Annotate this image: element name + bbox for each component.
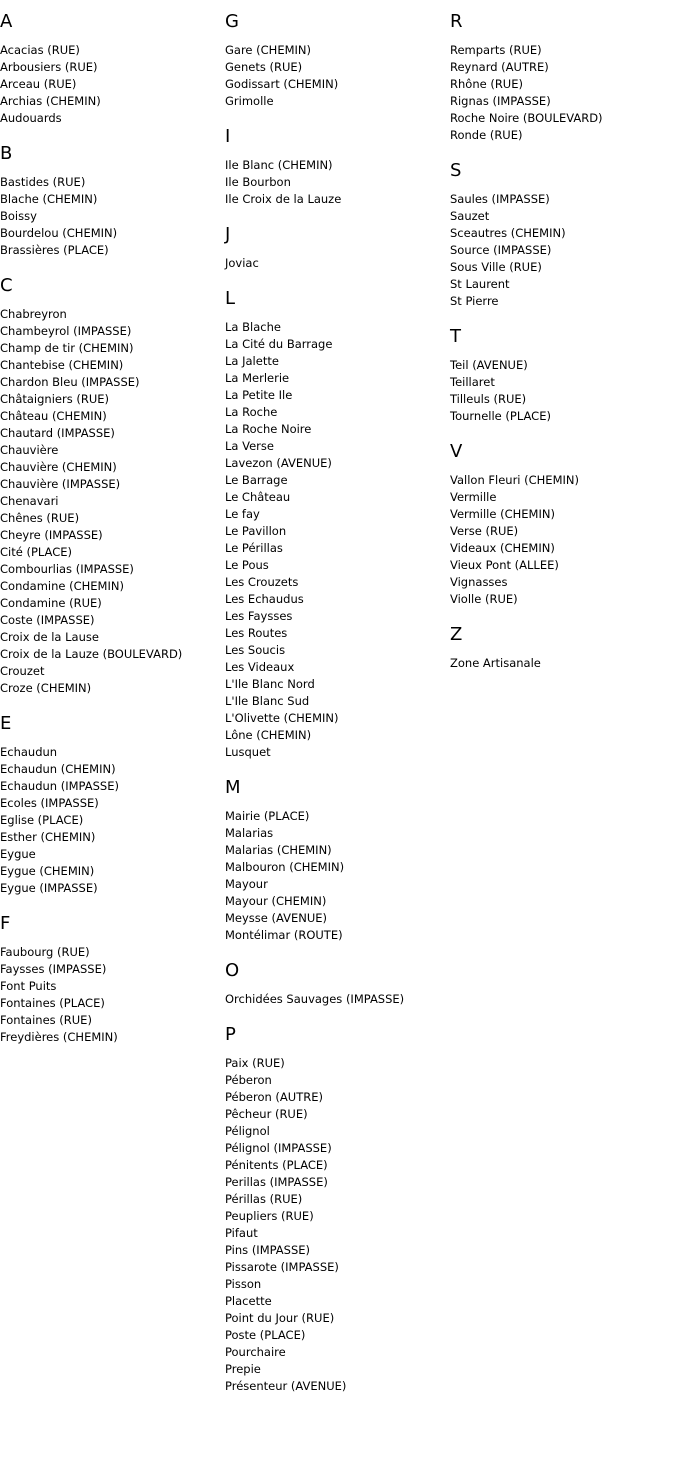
street-list [0,944,225,1046]
street-name: Echaudun [0,745,58,759]
street-list [225,42,450,110]
street-name: Acacias (RUE) [0,43,80,57]
section-letter-heading: C [0,275,13,296]
section-letter-heading: Z [450,624,463,645]
street-list [225,319,450,761]
street-name: Les Routes [225,626,288,640]
street-name: Genets (RUE) [225,60,303,74]
street-name: Chauvière (IMPASSE) [0,477,121,491]
street-name: Chantebise (CHEMIN) [0,358,124,372]
street-list [0,306,225,697]
street-name: Pourchaire [225,1345,286,1359]
street-name: Les Crouzets [225,575,299,589]
letter-section [225,1024,450,1395]
street-name: Faysses (IMPASSE) [0,962,107,976]
street-name: Ile Croix de la Lauze [225,192,342,206]
street-name: Prepie [225,1362,261,1376]
section-letter-heading: F [0,913,11,934]
street-name: Bastides (RUE) [0,175,86,189]
street-name: Malarias [225,826,274,840]
street-name: La Cité du Barrage [225,337,333,351]
street-name: Chardon Bleu (IMPASSE) [0,375,140,389]
street-name: La Jalette [225,354,279,368]
letter-section [450,11,675,144]
street-name: La Roche Noire [225,422,312,436]
section-letter-heading: M [225,777,241,798]
street-name: Esther (CHEMIN) [0,830,96,844]
street-name: Coste (IMPASSE) [0,613,95,627]
letter-section [225,11,450,110]
street-name: Rhône (RUE) [450,77,523,91]
street-name: Pêcheur (RUE) [225,1107,308,1121]
street-name: Cheyre (IMPASSE) [0,528,103,542]
street-name: Pins (IMPASSE) [225,1243,311,1257]
street-name: Mairie (PLACE) [225,809,310,823]
street-name: L'Olivette (CHEMIN) [225,711,339,725]
street-name: Peupliers (RUE) [225,1209,314,1223]
street-name: Montélimar (ROUTE) [225,928,343,942]
letter-section [450,441,675,608]
letter-section [225,960,450,1008]
street-name: Sous Ville (RUE) [450,260,542,274]
street-name: Saules (IMPASSE) [450,192,550,206]
street-name: Zone Artisanale [450,656,541,670]
street-name: Péberon (AUTRE) [225,1090,323,1104]
street-name: Château (CHEMIN) [0,409,107,423]
street-name: Font Puits [0,979,57,993]
street-name: Présenteur (AVENUE) [225,1379,347,1393]
street-list [450,42,675,144]
street-name: Perillas (IMPASSE) [225,1175,328,1189]
street-name: Le Pavillon [225,524,287,538]
street-name: Malbouron (CHEMIN) [225,860,345,874]
street-name: Fontaines (PLACE) [0,996,105,1010]
street-name: Ecoles (IMPASSE) [0,796,99,810]
letter-section [0,143,225,259]
section-letter-heading: J [225,224,231,245]
street-name: Bourdelou (CHEMIN) [0,226,118,240]
street-name: Vignasses [450,575,508,589]
street-list [450,191,675,310]
street-name: Le Barrage [225,473,288,487]
street-name: Meysse (AVENUE) [225,911,328,925]
street-name: Chauvière (CHEMIN) [0,460,117,474]
street-name: Malarias (CHEMIN) [225,843,332,857]
street-name: Le Pous [225,558,269,572]
street-name: Verse (RUE) [450,524,519,538]
street-name: Pifaut [225,1226,258,1240]
section-letter-heading: I [225,126,231,147]
street-name: Echaudun (CHEMIN) [0,762,116,776]
street-name: Ile Bourbon [225,175,291,189]
street-name: Vermille (CHEMIN) [450,507,555,521]
street-name: La Blache [225,320,281,334]
street-name: Les Videaux [225,660,295,674]
street-name: Eygue (IMPASSE) [0,881,98,895]
street-name: Roche Noire (BOULEVARD) [450,111,603,125]
street-list [0,42,225,127]
street-list [450,655,675,672]
street-name: Sauzet [450,209,490,223]
street-name: Le Périllas [225,541,283,555]
street-name: Godissart (CHEMIN) [225,77,339,91]
street-index-column [225,0,450,1411]
street-name: Ronde (RUE) [450,128,523,142]
street-name: Eygue [0,847,36,861]
street-name: Le fay [225,507,260,521]
street-list [225,255,450,272]
street-name: Les Echaudus [225,592,304,606]
street-name: St Laurent [450,277,510,291]
letter-section [0,913,225,1046]
street-name: Lusquet [225,745,271,759]
street-name: Mayour (CHEMIN) [225,894,327,908]
street-name: Croze (CHEMIN) [0,681,92,695]
street-name: Source (IMPASSE) [450,243,552,257]
street-name: Vermille [450,490,497,504]
street-index-column [450,0,675,688]
street-list [225,991,450,1008]
street-name: Boissy [0,209,37,223]
street-name: Blache (CHEMIN) [0,192,98,206]
street-index-column [0,0,225,1062]
street-name: La Petite Ile [225,388,293,402]
street-name: Chautard (IMPASSE) [0,426,115,440]
street-name: Pélignol [225,1124,270,1138]
section-letter-heading: P [225,1024,236,1045]
street-name: Freydières (CHEMIN) [0,1030,118,1044]
street-name: Paix (RUE) [225,1056,285,1070]
letter-section [0,11,225,127]
section-letter-heading: G [225,11,239,32]
street-name: Lône (CHEMIN) [225,728,312,742]
street-name: Les Soucis [225,643,286,657]
section-letter-heading: B [0,143,13,164]
letter-section [0,713,225,897]
section-letter-heading: V [450,441,463,462]
street-name: Reynard (AUTRE) [450,60,549,74]
street-name: Champ de tir (CHEMIN) [0,341,134,355]
street-name: Brassières (PLACE) [0,243,109,257]
street-name: Remparts (RUE) [450,43,542,57]
street-name: Croix de la Lauze (BOULEVARD) [0,647,183,661]
section-letter-heading: T [450,326,461,347]
street-name: L'Ile Blanc Nord [225,677,315,691]
street-name: Eglise (PLACE) [0,813,84,827]
street-name: Pissarote (IMPASSE) [225,1260,339,1274]
street-name: Châtaigniers (RUE) [0,392,109,406]
street-name: Pénitents (PLACE) [225,1158,328,1172]
street-name: Placette [225,1294,272,1308]
street-list [450,357,675,425]
street-name: Audouards [0,111,62,125]
street-name: Périllas (RUE) [225,1192,303,1206]
street-name: La Roche [225,405,278,419]
street-list [450,472,675,608]
street-name: Combourlias (IMPASSE) [0,562,134,576]
street-name: Les Faysses [225,609,293,623]
street-name: Videaux (CHEMIN) [450,541,555,555]
letter-section [0,275,225,697]
letter-section [225,126,450,208]
street-name: Arbousiers (RUE) [0,60,98,74]
street-name: Echaudun (IMPASSE) [0,779,119,793]
street-list [225,1055,450,1395]
street-name: Arceau (RUE) [0,77,77,91]
street-name: Lavezon (AVENUE) [225,456,332,470]
letter-section [450,160,675,310]
street-name: Pisson [225,1277,262,1291]
street-name: Tilleuls (RUE) [450,392,527,406]
street-list [225,157,450,208]
street-name: Le Château [225,490,291,504]
street-name: Croix de la Lause [0,630,99,644]
section-letter-heading: R [450,11,463,32]
street-name: Orchidées Sauvages (IMPASSE) [225,992,405,1006]
street-name: Tournelle (PLACE) [450,409,551,423]
street-name: L'Ile Blanc Sud [225,694,310,708]
letter-section [450,326,675,425]
street-name: La Merlerie [225,371,290,385]
street-name: Point du Jour (RUE) [225,1311,335,1325]
section-letter-heading: E [0,713,12,734]
section-letter-heading: L [225,288,236,309]
street-name: Gare (CHEMIN) [225,43,311,57]
street-name: Vallon Fleuri (CHEMIN) [450,473,579,487]
section-letter-heading: A [0,11,13,32]
street-list [225,808,450,944]
street-name: Chauvière [0,443,59,457]
letter-section [225,288,450,761]
street-name: Cité (PLACE) [0,545,73,559]
street-name: Teillaret [450,375,495,389]
street-name: Grimolle [225,94,274,108]
section-letter-heading: S [450,160,462,181]
street-name: Pélignol (IMPASSE) [225,1141,332,1155]
street-name: Vieux Pont (ALLEE) [450,558,559,572]
letter-section [225,224,450,272]
street-name: Péberon [225,1073,272,1087]
street-name: St Pierre [450,294,499,308]
street-name: Archias (CHEMIN) [0,94,101,108]
letter-section [225,777,450,944]
street-name: Crouzet [0,664,45,678]
street-name: Chabreyron [0,307,67,321]
street-name: Violle (RUE) [450,592,518,606]
street-list [0,174,225,259]
street-name: Sceautres (CHEMIN) [450,226,566,240]
street-name: Poste (PLACE) [225,1328,306,1342]
street-name: Chênes (RUE) [0,511,80,525]
street-name: Joviac [225,256,259,270]
street-name: Faubourg (RUE) [0,945,90,959]
street-name: Rignas (IMPASSE) [450,94,551,108]
letter-section [450,624,675,672]
street-name: Ile Blanc (CHEMIN) [225,158,333,172]
street-list [0,744,225,897]
street-name: Chambeyrol (IMPASSE) [0,324,132,338]
section-letter-heading: O [225,960,240,981]
street-name: Fontaines (RUE) [0,1013,92,1027]
street-name: Mayour [225,877,268,891]
street-name: Eygue (CHEMIN) [0,864,95,878]
street-name: Teil (AVENUE) [450,358,528,372]
street-name: Condamine (CHEMIN) [0,579,124,593]
street-name: La Verse [225,439,274,453]
street-name: Condamine (RUE) [0,596,102,610]
street-name: Chenavari [0,494,59,508]
